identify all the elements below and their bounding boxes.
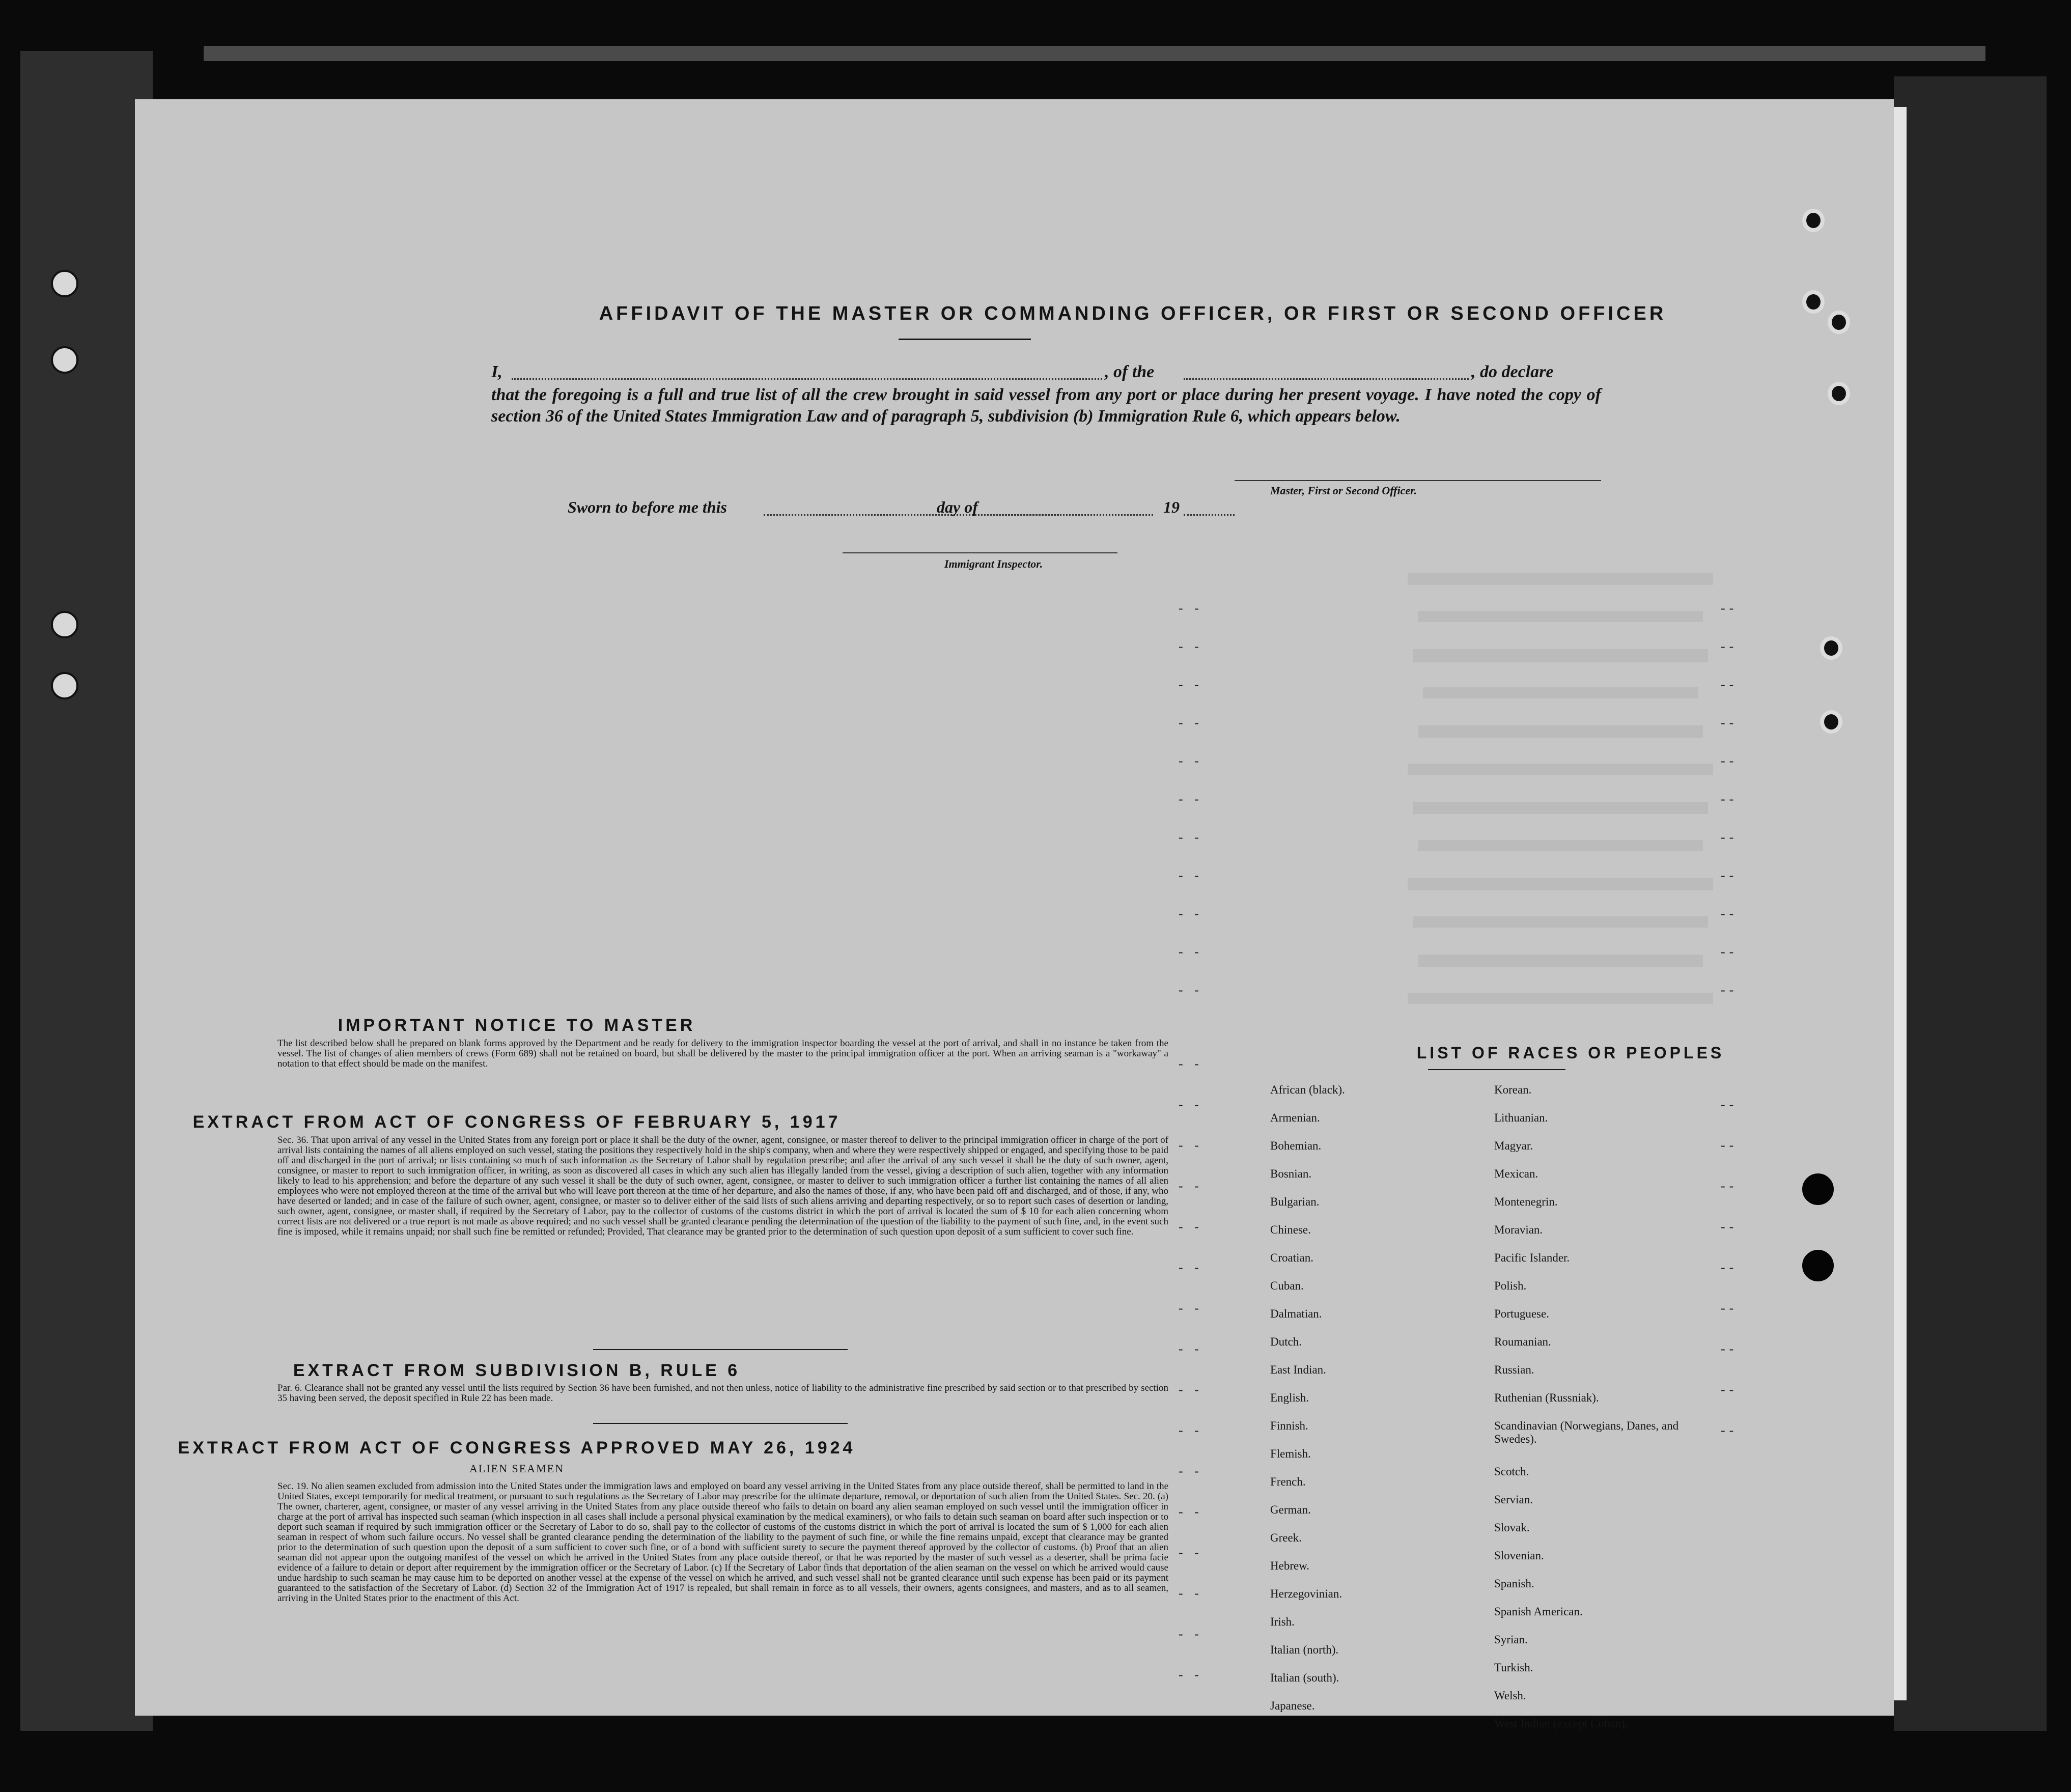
- bleed-through: [1418, 840, 1703, 851]
- race-item: Russian.: [1494, 1363, 1534, 1376]
- race-item: Spanish.: [1494, 1577, 1534, 1590]
- race-item: Italian (south).: [1270, 1671, 1339, 1684]
- bleed-through: [1408, 764, 1713, 775]
- race-item: English.: [1270, 1391, 1309, 1404]
- inspector-label: Immigrant Inspector.: [944, 557, 1043, 570]
- race-item: Portuguese.: [1494, 1307, 1549, 1320]
- race-item: Scotch.: [1494, 1465, 1529, 1478]
- notice-title: IMPORTANT NOTICE TO MASTER: [338, 1016, 696, 1035]
- document-page: AFFIDAVIT OF THE MASTER OR COMMANDING OFFICER, OR FIRST OR SECOND OFFICER I, , of the , do declare that the foregoing is a full and true list of all the crew brought in said vessel from any port or place during her present voyage. I have noted the copy of section 36 of the United States Immigration Law and of paragraph 5, subdivision (b) Immigration Rule 6, which appears below. Master, First or Second Officer. Sworn to before me this day of 19 Immigrant Inspector. - - - - - - - - - - - - - - - - - - - - - - - - - - - - - - - - - - - - - - - - - - - - - - - - - - - - - - -- -- -- -- -- -- -- -- -- -- -- -- -- -- -- -- -- -- -- -- IMPORTANT NOTICE TO MASTER The list described below shall be prepared on blank forms approved by the Department and be ready for delivery to the immigration inspector boarding the vessel at the port of arrival, and shall in no instance be taken from the vessel. The list of changes of alien members of crews (Form 689) shall not be retained on board, but shall be delivered by the master to the principal immigration officer at the port. When an arriving seaman is a "workaway" a notation to that effect should be made on the manifest. EXTRACT FROM ACT OF CONGRESS OF FEBRUARY 5, 1917 Sec. 36. That upon arrival of any vessel in the United States from any foreign port or place it shall be the duty of the owner, agent, consignee, or master thereof to deliver to the principal immigration officer in charge of the port of arrival lists containing the names of all aliens employed on such vessel, stating the positions they respectively hold in the ship's company, when and where they were respectively shipped or engaged, and specifying those to be paid off and discharged in the port of arrival; or lists containing so much of such information as the Secretary of Labor shall by regulation prescribe; and after the arrival of any such vessel it shall be the duty of such owner, agent, consignee, or master to report to such immigration officer, in writing, as soon as discovered all cases in which any such alien has illegally landed from the vessel, giving a description of such alien, together with any information likely to lead to his apprehension; and before the departure of any such vessel it shall be the duty of such owner, agent, consignee, or master to deliver to such immigration officer a further list containing the names of all alien employees who were not employed thereon at the time of the arrival but who will leave port thereon at the time of her departure, and also the names of those, if any, who have been paid off and discharged, and of those, if any, who have deserted or landed; and in case of the failure of such owner, agent, consignee, or master so to deliver either of the said lists of such aliens arriving and departing respectively, or so to report such cases of desertion or landing, such owner, agent, consignee, or master shall, if required by the Secretary of Labor, pay to the collector of customs of the customs district in which the port of arrival is located the sum of $ 10 for each alien concerning whom correct lists are not delivered or a true report is not made as above required; and no such vessel shall be granted clearance pending the determination of the question of the liability to the payment of such fine, and, in the event such fine is imposed, while it remains unpaid; nor shall such fine be remitted or refunded; Provided, That clearance may be granted prior to the determination of such question upon deposit of a sum sufficient to cover such fine. EXTRACT FROM SUBDIVISION B, RULE 6 Par. 6. Clearance shall not be granted any vessel until the lists required by Section 36 have been furnished, and not then unless, notice of liability to the administrative fine prescribed by said section or to that prescribed by section 35 having been served, the deposit specified in Rule 22 has been made. EXTRACT FROM ACT OF CONGRESS APPROVED MAY 26, 1924 ALIEN SEAMEN Sec. 19. No alien seamen excluded from admission into the United States under the immigration laws and employed on board any vessel arriving in the United States from any place outside thereof, shall be permitted to land in the United States, except temporarily for medical treatment, or pursuant to such regulations as the Secretary of Labor may prescribe for the ultimate departure, removal, or deportation of such alien from the United States. Sec. 20. (a) The owner, charterer, agent, consignee, or master of any vessel arriving in the United States from any place outside thereof who fails to detain on board any alien seaman employed on such vessel until the immigration officer in charge at the port of arrival has inspected such seaman (which inspection in all cases shall include a personal physical examination by the medical examiners), or who fails to detain such seaman on board after such inspection or to deport such seaman if required by such immigration officer or the Secretary of Labor to do so, shall pay to the collector of customs of the customs district in which the port of arrival is located the sum of $ 1,000 for each alien seaman in respect of whom such failure occurs. No vessel shall be granted clearance pending the determination of the liability to the payment of such fine, or while the fine remains unpaid, except that clearance may be granted prior to the determination of such question upon the deposit of a sum sufficient to cover such fine, or of a bond with sufficient surety to secure the payment thereof approved by the collector of customs. (b) Proof that an alien seaman did not appear upon the outgoing manifest of the vessel on which he arrived in the United States from any place outside thereof, or that he was reported by the master of such vessel as a deserter, shall be prima facie evidence of a failure to detain or deport after requirement by the immigration officer or the Secretary of Labor. (c) If the Secretary of Labor finds that deportation of the alien seaman on the vessel on which he arrived would cause undue hardship to such seaman he may cause him to be deported on another vessel at the expense of the vessel on which he arrived, and such vessel shall not be granted clearance until such expense has been paid or its payment guaranteed to the satisfaction of the Secretary of Labor. (d) Section 32 of the Immigration Act of 1917 is repealed, but shall remain in force as to all vessels, their owners, agents consignees, and masters, and as to all seamen, arriving in the United States prior to the enactment of this Act. LIST OF RACES OR PEOPLES African (black). Armenian. Bohemian. Bosnian. Bulgarian. Chinese. Croatian. Cuban. Dalmatian. Dutch. East Indian. English. Finnish. Flemish. French. German. Greek. Hebrew. Herzegovinian. Irish. Italian (north). Italian (south). Japanese. Korean. Lithuanian. Magyar. Mexican. Montenegrin. Moravian. Pacific Islander. Polish. Portuguese. Roumanian. Russian. Ruthenian (Russniak). Scandinavian (Norwegians, Danes, and Swedes). Scotch. Servian. Slovak. Slovenian. Spanish. Spanish American. Syrian. Turkish. Welsh. West Indian (except Cuban).: [135, 99, 1894, 1716]
- race-item: Armenian.: [1270, 1111, 1320, 1124]
- punch-hole: [51, 346, 78, 374]
- title-rule: [899, 339, 1031, 340]
- race-item: Spanish American.: [1494, 1605, 1583, 1618]
- race-item: Turkish.: [1494, 1661, 1533, 1674]
- inspector-signature-line: [843, 552, 1117, 553]
- bleed-through: [1418, 955, 1703, 967]
- race-item: Mexican.: [1494, 1167, 1538, 1180]
- race-item: German.: [1270, 1503, 1311, 1516]
- punch-hole: [1802, 1250, 1834, 1281]
- race-item: Welsh.: [1494, 1689, 1526, 1702]
- race-item: Croatian.: [1270, 1251, 1313, 1264]
- binder-ring: [1828, 382, 1850, 405]
- binder-ring: [1828, 311, 1850, 334]
- punch-hole: [1802, 1173, 1834, 1205]
- race-item: Servian.: [1494, 1493, 1533, 1506]
- extract-1924-text: Sec. 19. No alien seamen excluded from admission into the United States under the immigration laws and employed on board any vessel arriving in the United States from any place outside thereof, shall be permitted to land in the United States, except temporarily for medical treatment, or pursuant to such regulations as the Secretary of Labor may prescribe for the ultimate departure, removal, or deportation of such alien from the United States. Sec. 20. (a) The owner, charterer, agent, consignee, or master of any vessel arriving in the United States from any place outside thereof who fails to detain on board any alien seaman employed on such vessel until the immigration officer in charge at the port of arrival has inspected such seaman (which inspection in all cases shall include a personal physical examination by the medical examiners), or who fails to detain such seaman on board after such inspection or to deport such seaman if required by such immigration officer or the Secretary of Labor to do so, shall pay to the collector of customs of the customs district in which the port of arrival is located the sum of $ 1,000 for each alien seaman in respect of whom such failure occurs. No vessel shall be granted clearance pending the determination of the liability to the payment of such fine, or while the fine remains unpaid, except that clearance may be granted prior to the determination of such question upon the deposit of a sum sufficient to cover such fine, or of a bond with sufficient surety to secure the payment thereof approved by the collector of customs. (b) Proof that an alien seaman did not appear upon the outgoing manifest of the vessel on which he arrived in the United States from any place outside thereof, or that he was reported by the master of such vessel as a deserter, shall be prima facie evidence of a failure to detain or deport after requirement by the immigration officer or the Secretary of Labor. (c) If the Secretary of Labor finds that deportation of the alien seaman on the vessel on which he arrived would cause undue hardship to such seaman he may cause him to be deported on another vessel at the expense of the vessel on which he arrived, and such vessel shall not be granted clearance until such expense has been paid or its payment guaranteed to the satisfaction of the Secretary of Labor. (d) Section 32 of the Immigration Act of 1917 is repealed, but shall remain in force as to all vessels, their owners, agents consignees, and masters, and as to all seamen, arriving in the United States prior to the enactment of this Act.: [277, 1481, 1168, 1604]
- race-item: Cuban.: [1270, 1279, 1304, 1292]
- race-item: Ruthenian (Russniak).: [1494, 1391, 1599, 1404]
- month-line: [990, 514, 1153, 516]
- decl-of-the: , of the: [1105, 362, 1155, 381]
- races-rule: [1428, 1069, 1565, 1070]
- race-item: Italian (north).: [1270, 1643, 1339, 1656]
- race-item: Hebrew.: [1270, 1559, 1310, 1572]
- race-item: Moravian.: [1494, 1223, 1543, 1236]
- binder-right: [1894, 76, 2047, 1731]
- year-text: 19: [1163, 498, 1180, 516]
- extract-1917-title: EXTRACT FROM ACT OF CONGRESS OF FEBRUARY 5, 1917: [192, 1112, 841, 1132]
- race-item: African (black).: [1270, 1083, 1345, 1096]
- race-item: Japanese.: [1270, 1699, 1315, 1712]
- binder-ring: [1820, 636, 1842, 660]
- race-item: Roumanian.: [1494, 1335, 1551, 1348]
- race-item: Greek.: [1270, 1531, 1302, 1544]
- race-item: French.: [1270, 1475, 1306, 1488]
- punch-hole: [51, 672, 78, 699]
- extract-1917-text: Sec. 36. That upon arrival of any vessel in the United States from any foreign port or place it shall be the duty of the owner, agent, consignee, or master thereof to deliver to the principal immigration officer in charge of the port of arrival lists containing the names of all aliens employed on such vessel, stating the positions they respectively hold in the ship's company, when and where they were respectively shipped or engaged, and specifying those to be paid off and discharged in the port of arrival; or lists containing so much of such information as the Secretary of Labor shall by regulation prescribe; and after the arrival of any such vessel it shall be the duty of such owner, agent, consignee, or master to report to such immigration officer, in writing, as soon as discovered all cases in which any such alien has illegally landed from the vessel, giving a description of such alien, together with any information likely to lead to his apprehension; and before the departure of any such vessel it shall be the duty of such owner, agent, consignee, or master to deliver to such immigration officer a further list containing the names of all alien employees who were not employed thereon at the time of the arrival but who will leave port thereon at the time of her departure, and also the names of those, if any, who have been paid off and discharged, and of those, if any, who have deserted or landed; and in case of the failure of such owner, agent, consignee, or master so to deliver either of the said lists of such aliens arriving and departing respectively, or so to report such cases of desertion or landing, such owner, agent, consignee, or master shall, if required by the Secretary of Labor, pay to the collector of customs of the customs district in which the port of arrival is located the sum of $ 10 for each alien concerning whom correct lists are not delivered or a true report is not made as above required; and no such vessel shall be granted clearance pending the determination of the question of the liability to the payment of such fine, and, in the event such fine is imposed, while it remains unpaid; nor shall such fine be remitted or refunded; Provided, That clearance may be granted prior to the determination of such question upon deposit of a sum sufficient to cover such fine.: [277, 1135, 1168, 1237]
- races-title: LIST OF RACES OR PEOPLES: [1416, 1044, 1725, 1062]
- punch-hole: [51, 270, 78, 297]
- day-of-text: day of: [937, 498, 978, 516]
- race-item: Bulgarian.: [1270, 1195, 1320, 1208]
- binder-ring: [1802, 290, 1825, 314]
- binder-top: [204, 46, 1985, 61]
- race-item: Bohemian.: [1270, 1139, 1322, 1152]
- extract-1924-title: EXTRACT FROM ACT OF CONGRESS APPROVED MAY 26, 1924: [178, 1438, 856, 1458]
- affidavit-title: AFFIDAVIT OF THE MASTER OR COMMANDING OFFICER, OR FIRST OR SECOND OFFICER: [599, 303, 1667, 324]
- extract-rule6-text: Par. 6. Clearance shall not be granted any vessel until the lists required by Section 36 have been furnished, and not then unless, notice of liability to the administrative fine prescribed by said section or to that prescribed by section 35 having been served, the deposit specified in Rule 22 has been made.: [277, 1383, 1168, 1404]
- race-item: Korean.: [1494, 1083, 1532, 1096]
- race-item: Dutch.: [1270, 1335, 1302, 1348]
- race-item: Dalmatian.: [1270, 1307, 1322, 1320]
- sworn-text: Sworn to before me this: [568, 498, 727, 516]
- race-item: Syrian.: [1494, 1633, 1528, 1646]
- race-item: East Indian.: [1270, 1363, 1326, 1376]
- bleed-through: [1408, 993, 1713, 1004]
- section-rule: [593, 1423, 848, 1424]
- race-item: Pacific Islander.: [1494, 1251, 1570, 1264]
- race-item: Slovak.: [1494, 1521, 1530, 1534]
- race-item: West Indian (except Cuban).: [1494, 1717, 1628, 1730]
- section-rule: [593, 1349, 848, 1350]
- extract-1924-subtitle: ALIEN SEAMEN: [469, 1462, 564, 1475]
- race-item: Polish.: [1494, 1279, 1527, 1292]
- declaration-text: that the foregoing is a full and true list of all the crew brought in said vessel from any port or place during her present voyage. I have noted the copy of section 36 of the United States Immigration Law and of paragraph 5, subdivision (b) Immigration Rule 6, which appears below.: [491, 385, 1601, 426]
- race-item: Chinese.: [1270, 1223, 1311, 1236]
- binder-ring: [1802, 209, 1825, 232]
- decl-i: I,: [491, 362, 502, 381]
- decl-declare: , do declare: [1471, 362, 1554, 381]
- master-signature-label: Master, First or Second Officer.: [1270, 484, 1417, 497]
- race-item: Montenegrin.: [1494, 1195, 1558, 1208]
- race-item: Irish.: [1270, 1615, 1295, 1628]
- race-item: Bosnian.: [1270, 1167, 1312, 1180]
- vessel-line: [1184, 378, 1469, 380]
- name-line: [512, 378, 1102, 380]
- bleed-through: [1418, 725, 1703, 738]
- race-item: Slovenian.: [1494, 1549, 1544, 1562]
- bleed-through: [1413, 802, 1708, 814]
- race-item: Scandinavian (Norwegians, Danes, and Swedes).: [1494, 1419, 1679, 1445]
- bleed-through: [1408, 878, 1713, 890]
- punch-hole: [51, 611, 78, 638]
- race-item: Finnish.: [1270, 1419, 1308, 1432]
- binder-left: [20, 51, 153, 1731]
- master-signature-line: [1235, 480, 1601, 481]
- bleed-through: [1413, 649, 1708, 662]
- year-line: [1184, 514, 1235, 516]
- extract-rule6-title: EXTRACT FROM SUBDIVISION B, RULE 6: [293, 1361, 741, 1380]
- bleed-through: [1423, 687, 1698, 698]
- bleed-through: [1408, 573, 1713, 585]
- race-item: Flemish.: [1270, 1447, 1311, 1460]
- bleed-through: [1413, 916, 1708, 928]
- notice-text: The list described below shall be prepared on blank forms approved by the Department and be ready for delivery to the immigration inspector boarding the vessel at the port of arrival, and shall in no instance be taken from the vessel. The list of changes of alien members of crews (Form 689) shall not be retained on board, but shall be delivered by the master to the principal immigration officer at the port. When an arriving seaman is a "workaway" a notation to that effect should be made on the manifest.: [277, 1038, 1168, 1069]
- binder-ring: [1820, 710, 1842, 734]
- race-item: Lithuanian.: [1494, 1111, 1548, 1124]
- bleed-through: [1418, 611, 1703, 622]
- race-item: Magyar.: [1494, 1139, 1533, 1152]
- race-item: Herzegovinian.: [1270, 1587, 1342, 1600]
